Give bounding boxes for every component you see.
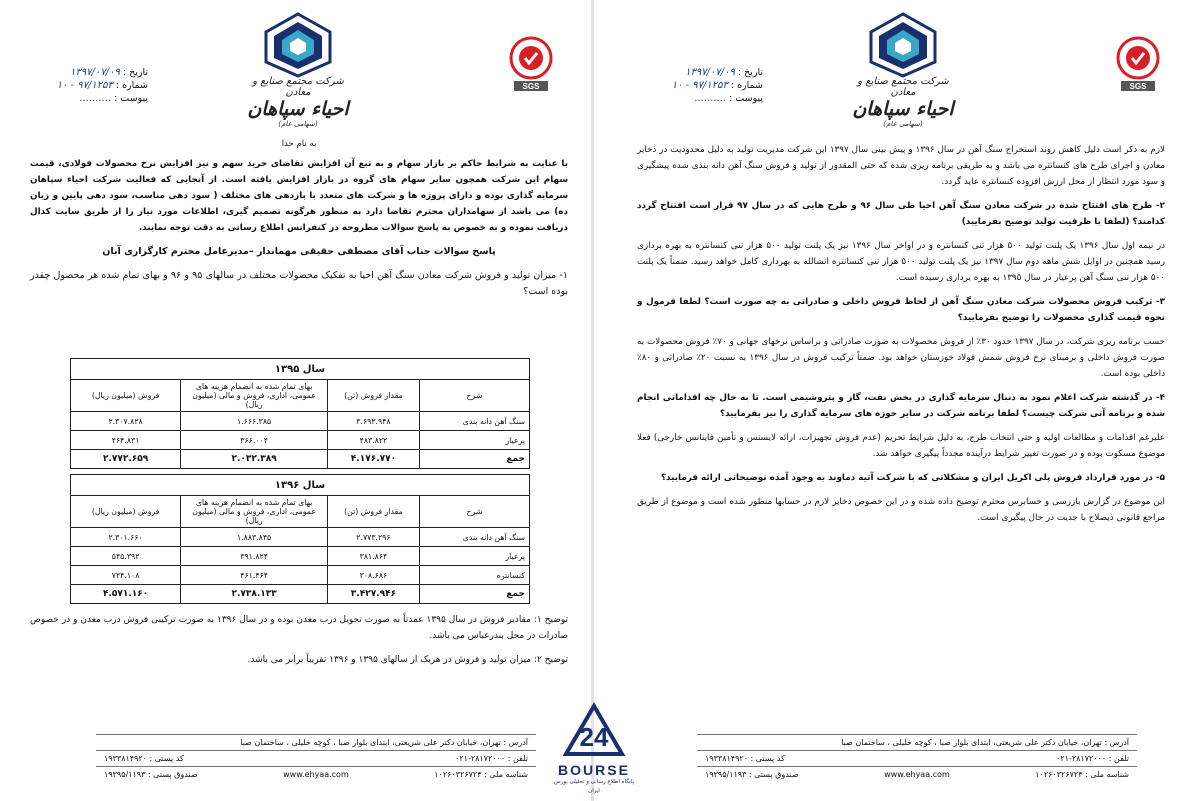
bourse-logo-icon bbox=[548, 700, 640, 758]
company-name-line3: (سهامی عام) bbox=[278, 120, 318, 128]
left-notes bbox=[30, 612, 568, 676]
sgs-text: SGS bbox=[1129, 82, 1147, 91]
table-cell: ۳۶۶.۰۰۴ bbox=[181, 431, 328, 450]
sgs-text: SGS bbox=[522, 82, 540, 91]
footer-national-id: شناسه ملی : ۱۰۲۶۰۳۲۶۷۲۴ bbox=[434, 770, 528, 779]
letter-footer bbox=[96, 734, 536, 782]
company-logo-icon bbox=[867, 12, 939, 78]
section-title: پاسخ سوالات جناب آقای مصطفی حقیقی مهماندار –مدیرعامل محترم کارگزاری آبان bbox=[102, 246, 496, 257]
table-cell: ۳.۶۹۲.۹۴۸ bbox=[328, 412, 420, 431]
footer-postal-code: کد پستی : ۱۹۳۳۸۱۴۹۲۰ bbox=[104, 754, 184, 763]
bourse-logo bbox=[548, 700, 640, 801]
table-cell: کنسانتره bbox=[419, 566, 529, 585]
table-row bbox=[71, 412, 530, 431]
company-name-line2: احیاء سپاهان bbox=[247, 98, 349, 120]
company-name-line2: احیاء سپاهان bbox=[852, 98, 954, 120]
table-row bbox=[71, 585, 530, 604]
footer-address: آدرس : تهران، خیابان دکتر علی شریعتی، ابتدای بلوار صبا ، کوچه خلیلی ، ساختمان صبا bbox=[240, 738, 528, 747]
table-cell: ۳۰۸.۶۸۶ bbox=[328, 566, 420, 585]
footer-po-box: صندوق پستی : ۱۹۳۹۵/۱۱۹۳ bbox=[705, 770, 799, 779]
bourse-tagline: پایگاه اطلاع رسانی و تحلیلی بورس ایران bbox=[554, 779, 634, 794]
table-header: مقدار فروش (تن) bbox=[328, 496, 420, 528]
table-row bbox=[71, 566, 530, 585]
paragraph-1: لازم به ذکر است دلیل کاهش روند استخراج سنگ آهن در سال ۱۳۹۶ و پیش بینی سال ۱۳۹۷ این شرکت مدیریت تولید به دلیل محدودیت در ذخایر معادن و اجرای طرح های کنسانتره می باشد و به طریقی برنامه ریزی شده که حتی المقدور از تولید و فروش سنگ آهن دانه بندی شده پیشگیری و سود مورد انتظار از محل ارزش افزوده کنسانتره عاید گردد. bbox=[637, 145, 1165, 187]
bourse-name: BOURSE bbox=[558, 762, 630, 778]
table-cell: جمع bbox=[419, 585, 529, 604]
table-cell: ۲.۳۰۱.۶۶۰ bbox=[71, 528, 181, 547]
table-cell: ۵۴۵.۳۹۲ bbox=[71, 547, 181, 566]
company-name-line3: (سهامی عام) bbox=[883, 120, 923, 128]
footer-po-box: صندوق پستی : ۱۹۳۹۵/۱۱۹۳ bbox=[104, 770, 198, 779]
date-label: تاریخ : bbox=[737, 67, 763, 78]
table-cell: سنگ آهن دانه بندی bbox=[419, 412, 529, 431]
table-cell: ۲.۷۳۸.۱۳۳ bbox=[181, 585, 328, 604]
table-header: شرح bbox=[419, 496, 529, 528]
date-label: تاریخ : bbox=[122, 67, 148, 78]
table-cell: ۲.۷۷۳.۲۹۶ bbox=[328, 528, 420, 547]
table-header: بهای تمام شده به انضمام هزینه های عمومی، اداری، فروش و مالی (میلیون ریال) bbox=[181, 496, 328, 528]
number-label: شماره : bbox=[730, 80, 763, 91]
question-2: ۲- طرح های افتتاح شده در شرکت معادن سنگ آهن احیا طی سال ۹۶ و طرح هایی که در سال ۹۷ قرار است افتتاح گردد کدامند؟ (لطفا با ظرفیت تولید توضیح بفرمایید) bbox=[637, 201, 1166, 227]
left-body bbox=[30, 136, 568, 308]
table-caption: سال ۱۳۹۵ bbox=[71, 359, 530, 380]
table-cell: ۴۶۴.۸۳۱ bbox=[71, 431, 181, 450]
table-header: فروش (میلیون ریال) bbox=[71, 380, 181, 412]
table-cell: ۱.۶۶۶.۳۸۵ bbox=[181, 412, 328, 431]
table-cell: جمع bbox=[419, 450, 529, 469]
letter-meta: تاریخ : ۱۳۹۷/۰۷/۰۹ شماره : ۹۷/۱۲۵۳ - ۱۰ پیوست : .......... bbox=[671, 67, 763, 104]
intro-paragraph: با عنایت به شرایط حاکم بر بازار سهام و به تبع آن افزایش تقاضای خرید سهم و نیز افزایش نرخ محصولات فولادی، قیمت سهام این شرکت همچون سایر سهام های گروه در بازار افزایش یافته است. از آنجایی که فعالیت شرکت احیاء سپاهان سرمایه گذاری بوده و دارای پروژه ها و شرکت های متعدد با بازدهی های مختلف ( سود دهی مناسب، سود دهی پایین و زیان ده) می باشد از سهامداران محترم تقاضا دارد به منظور هرگونه تصمیم گیری، اطلاعات مورد نیاز را از طریق سایت کدال دریافت نموده و به خصوص به پاسخ سوالات مطروحه در کنفرانس اطلاع رسانی به دقت توجه نمایند. bbox=[30, 159, 568, 233]
table-cell: پرعیار bbox=[419, 431, 529, 450]
answer-2: در نیمه اول سال ۱۳۹۶ یک پلنت تولید ۵۰۰ هزار تنی کنسانتره و در اواخر سال ۱۳۹۶ نیز یک پلنت تولید ۵۰۰ هزار تنی کنسانتره به بهره برداری رسید همچنین در اوایل شش ماهه دوم سال ۱۳۹۷ نیز یک پلنت تولید ۵۰۰ هزار تنی کنسانتره انشالله به بهرداری کامل خواهد رسید. ضمناً یک پلنت ۵۰۰ هزار تنی سنگ آهن پرعیار در سال ۱۳۹۵ به بهره برداری رسیده است. bbox=[637, 241, 1165, 283]
table-cell: پرعیار bbox=[419, 547, 529, 566]
table-cell: ۴۶۱.۴۶۴ bbox=[181, 566, 328, 585]
letter-page-left bbox=[0, 0, 590, 801]
table-cell: ۴.۱۷۶.۷۷۰ bbox=[328, 450, 420, 469]
letter-page-right bbox=[597, 0, 1187, 801]
footer-national-id: شناسه ملی : ۱۰۲۶۰۳۲۶۷۲۴ bbox=[1035, 770, 1129, 779]
footer-website: www.ehyaa.com bbox=[283, 770, 349, 779]
table-cell: سنگ آهن دانه بندی bbox=[419, 528, 529, 547]
table-cell: ۲.۰۳۲.۳۸۹ bbox=[181, 450, 328, 469]
footer-postal-code: کد پستی : ۱۹۳۳۸۱۴۹۲۰ bbox=[705, 754, 785, 763]
company-name-line1: شرکت مجتمع صنایع و معادن bbox=[857, 76, 949, 98]
question-4: ۴- در گذشته شرکت اعلام نمود به دنبال سرمایه گذاری در بخش نفت، گاز و پتروشیمی است. تا به حال چه اقداماتی انجام شده و برنامه آتی شرکت چیست؟ لطفا برنامه شرکت در سایر حوزه های سرمایه گذاری را نیز بفرمایید؟ bbox=[637, 393, 1165, 419]
company-name-line1: شرکت مجتمع صنایع و معادن bbox=[252, 76, 344, 98]
footer-website: www.ehyaa.com bbox=[884, 770, 950, 779]
table-row bbox=[71, 431, 530, 450]
right-body bbox=[637, 142, 1165, 534]
note-1: توضیح ۱: مقادیر فروش در سال ۱۳۹۵ عمدتاً به صورت تحویل درب معدن بوده و در سال ۱۳۹۶ به صورت ترکیبی فروش درب معدن و در خصوص صادرات در محل بندرعباس می باشد. bbox=[30, 615, 568, 641]
table-cell: ۴۸۳.۸۲۲ bbox=[328, 431, 420, 450]
letter-footer bbox=[697, 734, 1137, 782]
note-2: توضیح ۲: میزان تولید و فروش در هریک از سالهای ۱۳۹۵ و ۱۳۹۶ تقریباً برابر می باشد. bbox=[247, 655, 568, 665]
sgs-certification-icon bbox=[1113, 36, 1163, 92]
attachment-label: پیوست : bbox=[114, 93, 148, 104]
answer-5: این موضوع در گزارش بازرسی و حسابرس محترم توضیح داده شده و در این خصوص ذخایر لازم در حسابها منظور شده است و موضوع از طریق مراجع قانونی ذیصلاح با جدیت در حال پیگیری است. bbox=[637, 497, 1165, 523]
basmala: به نام خدا bbox=[281, 139, 317, 149]
table-row bbox=[71, 547, 530, 566]
company-name bbox=[240, 76, 356, 128]
company-name bbox=[845, 76, 961, 128]
table-1396 bbox=[70, 474, 530, 604]
table-cell: ۲.۳۰۷.۸۲۸ bbox=[71, 412, 181, 431]
table-cell: ۳۹۱.۸۲۴ bbox=[181, 547, 328, 566]
page-divider bbox=[591, 0, 594, 801]
footer-phone: تلفن : ۲۸۱۷۲۰۰۰-۰۲۱ bbox=[455, 754, 528, 763]
company-logo-icon bbox=[262, 12, 334, 78]
table-row bbox=[71, 528, 530, 547]
table-header: فروش (میلیون ریال) bbox=[71, 496, 181, 528]
attachment-label: پیوست : bbox=[729, 93, 763, 104]
table-cell: ۱.۸۸۳.۸۴۵ bbox=[181, 528, 328, 547]
number-label: شماره : bbox=[115, 80, 148, 91]
question-5: ۵- در مورد قرارداد فروش پلی اکریل ایران و مشکلاتی که با شرکت آتیه دماوند به وجود آمده توضیحاتی ارائه فرمایید؟ bbox=[660, 473, 1165, 483]
table-cell: ۷۲۴.۱۰۸ bbox=[71, 566, 181, 585]
table-row bbox=[71, 450, 530, 469]
svg-text:24: 24 bbox=[579, 722, 609, 752]
table-1395 bbox=[70, 358, 530, 469]
table-caption: سال ۱۳۹۶ bbox=[71, 475, 530, 496]
table-cell: ۳۸۱.۸۶۴ bbox=[328, 547, 420, 566]
footer-address: آدرس : تهران، خیابان دکتر علی شریعتی، ابتدای بلوار صبا ، کوچه خلیلی ، ساختمان صبا bbox=[841, 738, 1129, 747]
question-1: ۱- میزان تولید و فروش شرکت معادن سنگ آهن احیا به تفکیک محصولات مختلف در سالهای ۹۵ و ۹۶ و بهای تمام شده هر محصول چقدر بوده است؟ bbox=[30, 270, 568, 297]
letter-meta: تاریخ : ۱۳۹۷/۰۷/۰۹ شماره : ۹۷/۱۲۵۳ - ۱۰ پیوست : .......... bbox=[56, 67, 148, 104]
sgs-certification-icon bbox=[506, 36, 556, 92]
answer-4: علیرغم اقدامات و مطالعات اولیه و حتی انتخاب طرح، به دلیل شرایط تحریم (عدم فروش تجهیزات، ارائه لایسنس و تأمین فاینانس خارجی) فعلا موضوع مسکوت بوده و در صورت تغییر شرایط درآینده مجدداً پیگیری خواهد شد. bbox=[637, 433, 1165, 459]
table-header: شرح bbox=[419, 380, 529, 412]
table-cell: ۳.۴۲۷.۹۴۶ bbox=[328, 585, 420, 604]
table-header: مقدار فروش (تن) bbox=[328, 380, 420, 412]
answer-3: حسب برنامه ریزی شرکت، در سال ۱۳۹۷ حدود ۳۰٪ از فروش محصولات به صورت صادراتی و براساس نرخهای جهانی و ۷۰٪ فروش محصولات به صورت فروش داخلی و برمبنای نرخ فروش شمش فولاد خوزستان خواهد بود. ضمناً ترکیب فروش در سال ۱۳۹۶ به نسبت ۲۰٪ صادراتی و ۸۰٪ داخلی بوده است. bbox=[637, 337, 1165, 379]
table-cell: ۲.۷۷۲.۶۵۹ bbox=[71, 450, 181, 469]
table-header: بهای تمام شده به انضمام هزینه های عمومی، اداری، فروش و مالی (میلیون ریال) bbox=[181, 380, 328, 412]
table-cell: ۴.۵۷۱.۱۶۰ bbox=[71, 585, 181, 604]
question-3: ۳- ترکیب فروش محصولات شرکت معادن سنگ آهن از لحاظ فروش داخلی و صادراتی به چه صورت است؟ لطفا فرمول و نحوه قیمت گذاری محصولات را توضیح بفرمایید؟ bbox=[637, 297, 1165, 323]
footer-phone: تلفن : ۲۸۱۷۲۰۰۰-۰۲۱ bbox=[1056, 754, 1129, 763]
